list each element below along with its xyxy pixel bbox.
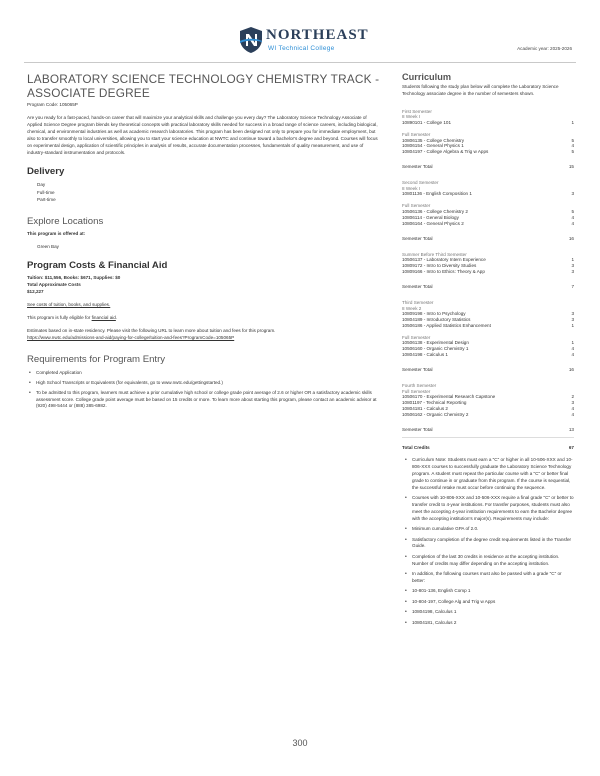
course-credits: 1 [571,257,574,263]
logo-name: NORTHEAST [266,27,369,43]
total-costs-value: $12,227 [27,289,44,295]
course-name: 10804198 - Calculus 1 [402,352,448,358]
curriculum-note: • 10-804-197, College Alg and Trig w Apps [402,599,574,606]
curriculum-heading: Curriculum [402,72,452,82]
delivery-item: Full-time [37,189,55,195]
semester-total-label: Semester Total [402,426,433,432]
semester-total-value: 16 [568,235,574,241]
semester-title: Second Semester [402,180,439,186]
course-name: 10506160 - Organic Chemistry 1 [402,346,469,352]
course-group [402,180,574,197]
semester-block [402,180,574,240]
semester-total-value: 7 [571,283,574,289]
requirements-list [27,370,380,411]
course-credits: 5 [571,149,574,155]
course-name: 10806154 - General Physics 1 [402,143,464,149]
course-credits: 4 [571,220,574,226]
course-credits: 3 [571,311,574,317]
course-name: 10801136 - English Composition 1 [402,191,472,197]
semester-subtitle: Full Semester [402,388,431,394]
course-credits: 5 [571,137,574,143]
semester-total-label: Semester Total [402,235,433,241]
semester-title: Summer Before Third Semester [402,251,467,257]
course-group [402,109,574,126]
course-name: 10806164 - General Physics 2 [402,220,464,226]
total-credits-value: 67 [568,444,574,450]
semester-total-row [402,284,574,289]
semester-total-value: 13 [568,426,574,432]
semester-list [402,109,574,432]
semester-block [402,300,574,372]
curriculum-notes [402,457,574,627]
header-divider [24,62,576,63]
total-credits-row [402,445,574,450]
curriculum-note: • Courses with 10-806-XXX and 10-506-XXX require a final grade "C" or better to transfer credit to 4-year institutions. For transfer purposes, students must also meet the accepting 4-year institution requirements to earn the Bachelor degree with the accepting institution's major(s). Requirements may include: [402,495,574,523]
total-credits-label: Total Credits [402,444,430,450]
course-name: 10809198 - Intro to Psychology [402,311,466,317]
course-row [402,149,574,155]
requirement-item: • Completed Application [27,370,380,377]
course-group [402,132,574,155]
locations-heading: Explore Locations [27,215,104,227]
course-row [402,221,574,227]
requirement-item: • High School Transcripts or Equivalents (for equivalents, go to www.nwtc.edu/gettingstarted.) [27,380,380,387]
course-name: 10804189 - Introductory Statistics [402,317,471,323]
curriculum-note: • In addition, the following courses must also be passed with a grade "C" or better: [402,571,574,585]
curriculum-note: • 10-801-136, English Comp 1 [402,588,574,595]
course-name: 10506162 - Organic Chemistry 2 [402,412,469,418]
program-code: Program Code: 105065P [27,102,78,107]
course-credits: 4 [571,406,574,412]
course-name: 10506170 - Experimental Research Capstone [402,394,496,400]
course-credits: 1 [571,120,574,125]
costs-heading: Program Costs & Financial Aid [27,260,168,272]
course-name: 10809172 - Intro to Diversity Studies [402,263,477,269]
semester-title: Fourth Semester [402,383,437,389]
delivery-item: Day [37,182,46,188]
financial-aid-line: This program is fully eligible for financial aid. [27,315,118,321]
semester-total-row [402,164,574,169]
course-credits: 3 [571,263,574,269]
semester-title: Full Semester [402,203,431,209]
tuition-url-link[interactable]: https://www.nwtc.edu/admissions-and-aid/paying-for-college/tuition-and-fees?ProgramCode=105065P [27,334,235,340]
semester-title: Third Semester [402,299,434,305]
curriculum-note: • Minimum cumulative GPA of 2.0. [402,526,574,533]
financial-aid-link[interactable]: financial aid [91,315,116,321]
semester-subtitle: 8 Week I [402,114,421,120]
semester-subtitle: 8 Week 2 [402,305,422,311]
course-group [402,335,574,358]
course-credits: 3 [571,317,574,323]
semester-block [402,252,574,289]
program-intro: Are you ready for a fast-paced, hands-on career that will maximize your analytical skills and challenge you every day? The Laboratory Science Technology Associate of Applied Science Degree program blends key theoretical concepts with practical laboratory skills needed for success in a broad range of science careers, including biological, chemical, and environmental industries as well as academic research laboratories. This program has been designed not only to prepare you for immediate employment, but also to transfer smoothly to local universities, allowing you to start your science education at NWTC and continue toward a bachelor's degree and beyond. Courses will focus on experimental design, application of scientific principles in analysis of results, accurate documentation processes, fundamentals of quality measurement, and use of industry-standard instrumentation and protocols. [27,115,378,155]
semester-total-label: Semester Total [402,367,433,373]
course-name: 10804181 - Calculus 2 [402,406,448,412]
course-name: 10890101 - College 101 [402,120,452,125]
semester-block [402,109,574,169]
course-credits: 5 [571,208,574,214]
curriculum-note: • Curriculum Note: Students must earn a "C" or higher in all 10-506-XXX and 10-806-XXX courses to successfully graduate the Laboratory Science Technology program. A student must repeat the particular course with a "C" or better final grade to continue in or graduate from this program. If the course is sequential, the successful retake must occur before continuing the sequence. [402,457,574,492]
semester-block [402,383,574,432]
course-group [402,203,574,226]
delivery-heading: Delivery [27,166,65,178]
curriculum-note: • Completion of the last 30 credits in residence at the accepting institution. Number of credits may differ depending on the accepting institution. [402,554,574,568]
course-group [402,383,574,418]
course-credits: 1 [571,322,574,328]
course-credits: 4 [571,346,574,352]
course-credits: 4 [571,412,574,418]
semester-total-row [402,236,574,241]
total-costs-label: Total Approximate Costs [27,282,81,288]
course-credits: 3 [571,400,574,406]
semester-title: Full Semester [402,334,431,340]
course-credits: 4 [571,143,574,149]
course-name: 10506136 - College Chemistry 2 [402,208,468,214]
semester-total-label: Semester Total [402,164,433,170]
course-group [402,252,574,275]
course-row [402,412,574,418]
course-name: 10506138 - Experimental Design [402,340,469,346]
curriculum-note: • 10804181, Calculus 2 [402,620,574,627]
semester-total-row [402,427,574,432]
program-details [27,72,380,413]
curriculum-note: • Satisfactory completion of the degree credit requirements listed in the Transfer Guide. [402,537,574,551]
course-group [402,300,574,329]
course-credits: 1 [571,340,574,346]
course-credits: 3 [571,269,574,275]
semester-subtitle: 8 Week I [402,185,421,191]
see-costs-link[interactable]: See costs of tuition, books, and supplies. [27,302,111,308]
course-name: 10806114 - General Biology [402,214,459,220]
requirements-heading: Requirements for Program Entry [27,353,166,365]
course-credits: 3 [571,191,574,197]
college-logo [238,26,368,56]
delivery-list [37,181,380,203]
semester-total-value: 16 [568,367,574,373]
shield-logo-icon [238,26,264,54]
semester-total-label: Semester Total [402,283,433,289]
requirement-item: • To be admitted to this program, learners must achieve a prior cumulative high school or college grade point average of 2.6 or higher OR a satisfactory academic skills assessment score. College grade point average must be based on 15 credits or more. To learn more about starting this program, please contact an academic advisor at (920) 498-5444 or (888) 385-6982. [27,390,380,411]
totals-divider [402,437,574,438]
curriculum-panel [402,72,574,630]
course-row [402,323,574,329]
course-name: 10506186 - Applied Statistics Enhancement [402,322,491,328]
curriculum-note: • 10804198, Calculus 1 [402,609,574,616]
course-row [402,352,574,358]
semester-total-value: 15 [568,164,574,170]
course-name: 10806135 - College Chemistry [402,137,465,143]
logo-subtitle: WI Technical College [268,45,335,52]
course-credits: 4 [571,352,574,358]
course-name: 10809166 - Intro to Ethics: Theory & App [402,269,485,275]
program-title: LABORATORY SCIENCE TECHNOLOGY CHEMISTRY TRACK - ASSOCIATE DEGREE [27,72,380,100]
semester-total-row [402,367,574,372]
estimate-text: Estimates based on in-state residency. Please visit the following URL to learn more about tuition and fees for this program. [27,328,276,333]
offered-at-label: This program is offered at: [27,230,86,236]
course-row [402,120,574,126]
course-name: 10801197 - Technical Reporting [402,400,467,406]
tuition-line: Tuition: $11,556, Books: $671, Supplies: $0 [27,275,121,281]
course-name: 10804197 - College Algebra & Trig w Apps [402,149,489,155]
location-item[interactable]: Green Bay [37,243,59,249]
semester-title: First Semester [402,108,432,114]
academic-year: Academic year: 2025-2026 [517,46,572,51]
page-header [0,26,600,56]
course-row [402,269,574,275]
course-credits: 4 [571,214,574,220]
delivery-item: Part-time [37,197,56,203]
semester-title: Full Semester [402,131,431,137]
course-credits: 2 [571,394,574,400]
course-name: 10506137 - Laboratory Intern Experience [402,257,486,263]
course-row [402,191,574,197]
page-number: 300 [292,738,308,748]
curriculum-intro: Students following the study plan below will complete the Laboratory Science Technology associate degree in the number of semesters shown. [402,84,559,96]
